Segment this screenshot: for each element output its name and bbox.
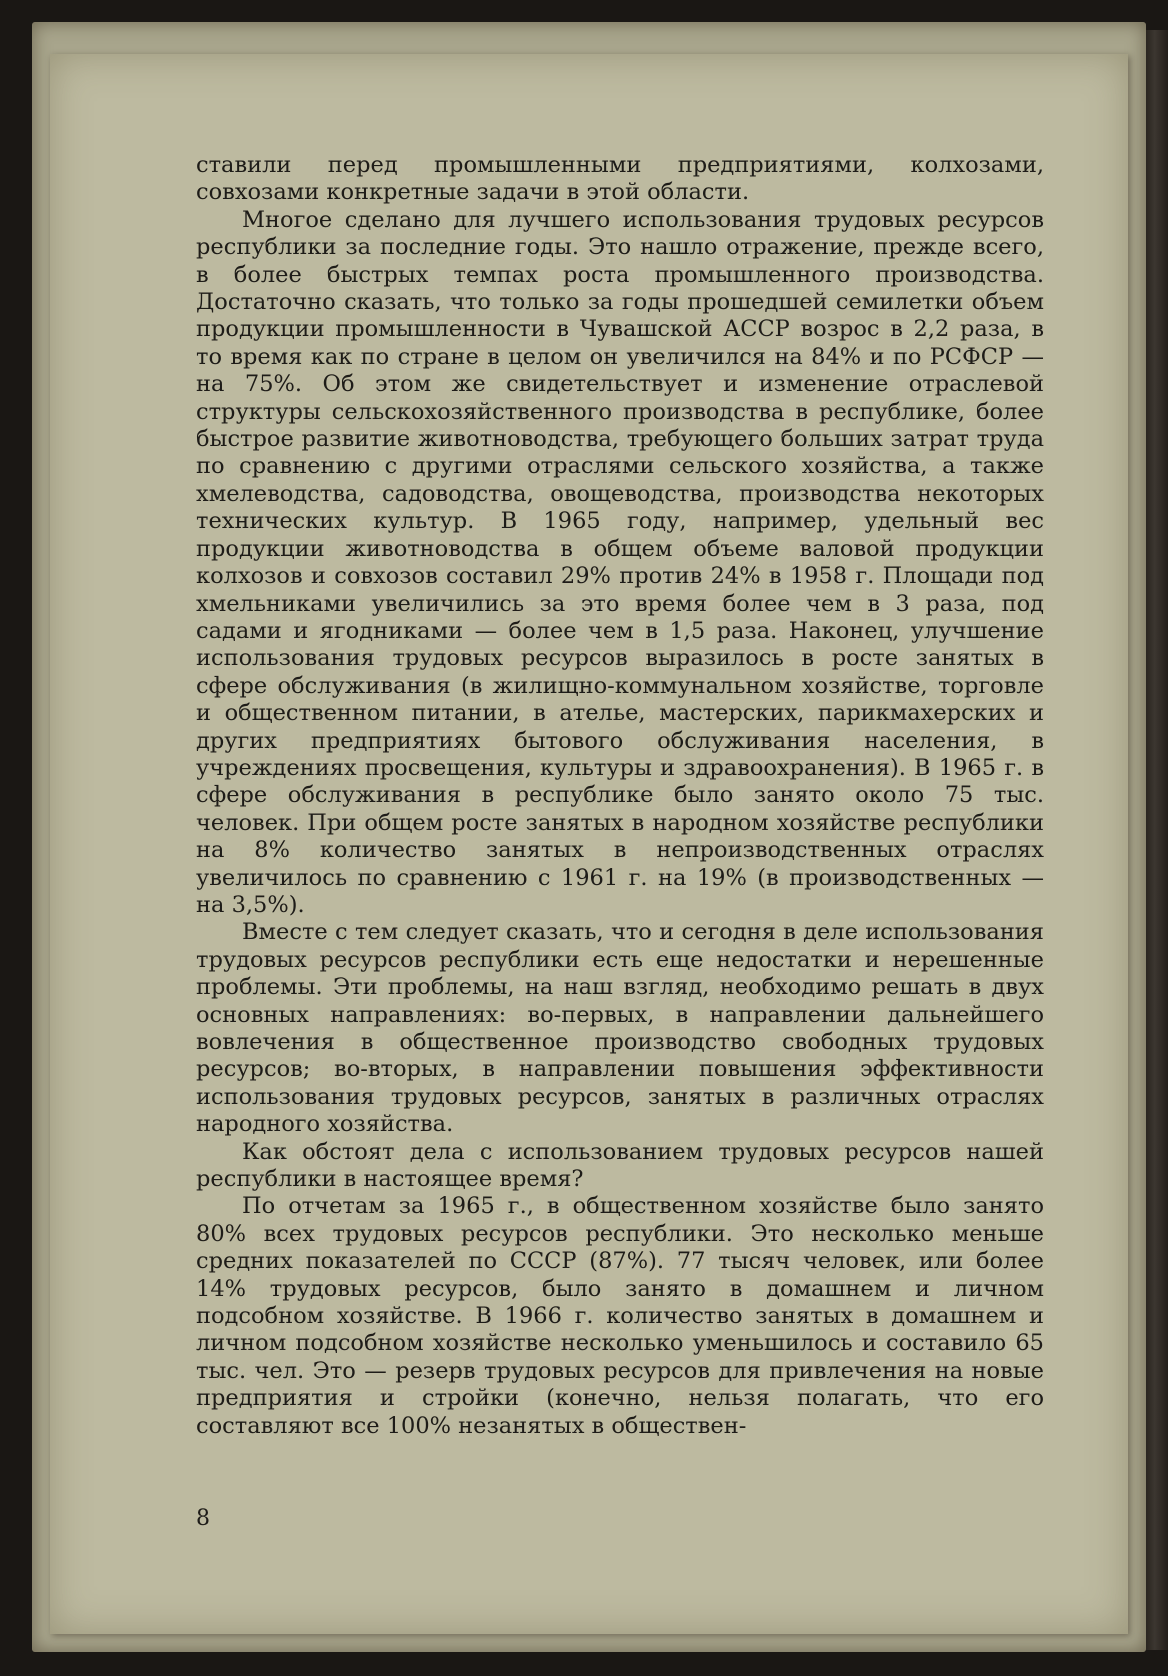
paragraph: Многое сделано для лучшего использования трудовых ресурсов республики за последние годы. Это нашло отражение, прежде всего, в более быстрых темпах роста промышленного производства. Достаточно сказать, что только за годы прошедшей семилетки объем продукции промышленности в Чувашской АССР возрос в 2,2 раза, в то время как по стране в целом он увеличился на 84% и по РСФСР — на 75%. Об этом же свидетельствует и изменение отраслевой структуры сельскохозяйственного производства в республике, более быстрое развитие животноводства, требующего больших затрат труда по сравнению с другими отраслями сельского хозяйства, а также хмелеводства, садоводства, овощеводства, производства некоторых технических культур. В 1965 году, например, удельный вес продукции животноводства в общем объеме валовой продукции колхозов и совхозов составил 29% против 24% в 1958 г. Площади под хмельниками увеличились за это время более чем в 3 раза, под садами и ягодниками — более чем в 1,5 раза. Наконец, улучшение использования трудовых ресурсов выразилось в росте занятых в сфере обслуживания (в жилищно-коммунальном хозяйстве, торговле и общественном питании, в ателье, мастерских, парикмахерских и других предприятиях бытового обслуживания населения, в учреждениях просвещения, культуры и здравоохранения). В 1965 г. в сфере обслуживания в республике было занято около 75 тыс. человек. При общем росте занятых в народном хозяйстве республики на 8% количество занятых в непроизводственных отраслях увеличилось по сравнению с 1961 г. на 19% (в производственных — на 3,5%). xyxy=(196,206,1044,918)
paragraph: По отчетам за 1965 г., в общественном хозяйстве было занято 80% всех трудовых ресурсов республики. Это несколько меньше средних показателей по СССР (87%). 77 тысяч человек, или более 14% трудовых ресурсов, было занято в домашнем и личном подсобном хозяйстве. В 1966 г. количество занятых в домашнем и личном подсобном хозяйстве несколько уменьшилось и составило 65 тыс. чел. Это — резерв трудовых ресурсов для привлечения на новые предприятия и стройки (конечно, нельзя полагать, что его составляют все 100% незанятых в обществен- xyxy=(196,1193,1044,1439)
paragraph: Как обстоят дела с использованием трудовых ресурсов нашей республики в настоящее время? xyxy=(196,1138,1044,1193)
body-text xyxy=(196,152,1044,1440)
paragraph: ставили перед промышленными предприятиями, колхозами, совхозами конкретные задачи в этой области. xyxy=(196,152,1044,206)
book-spine-edge xyxy=(1146,30,1168,1650)
page-number: 8 xyxy=(196,1506,210,1531)
paragraph: Вместе с тем следует сказать, что и сегодня в деле использования трудовых ресурсов республики есть еще недостатки и нерешенные проблемы. Эти проблемы, на наш взгляд, необходимо решать в двух основных направлениях: во-первых, в направлении дальнейшего вовлечения в общественное производство свободных трудовых ресурсов; во-вторых, в направлении повышения эффективности использования трудовых ресурсов, занятых в различных отраслях народного хозяйства. xyxy=(196,919,1044,1138)
